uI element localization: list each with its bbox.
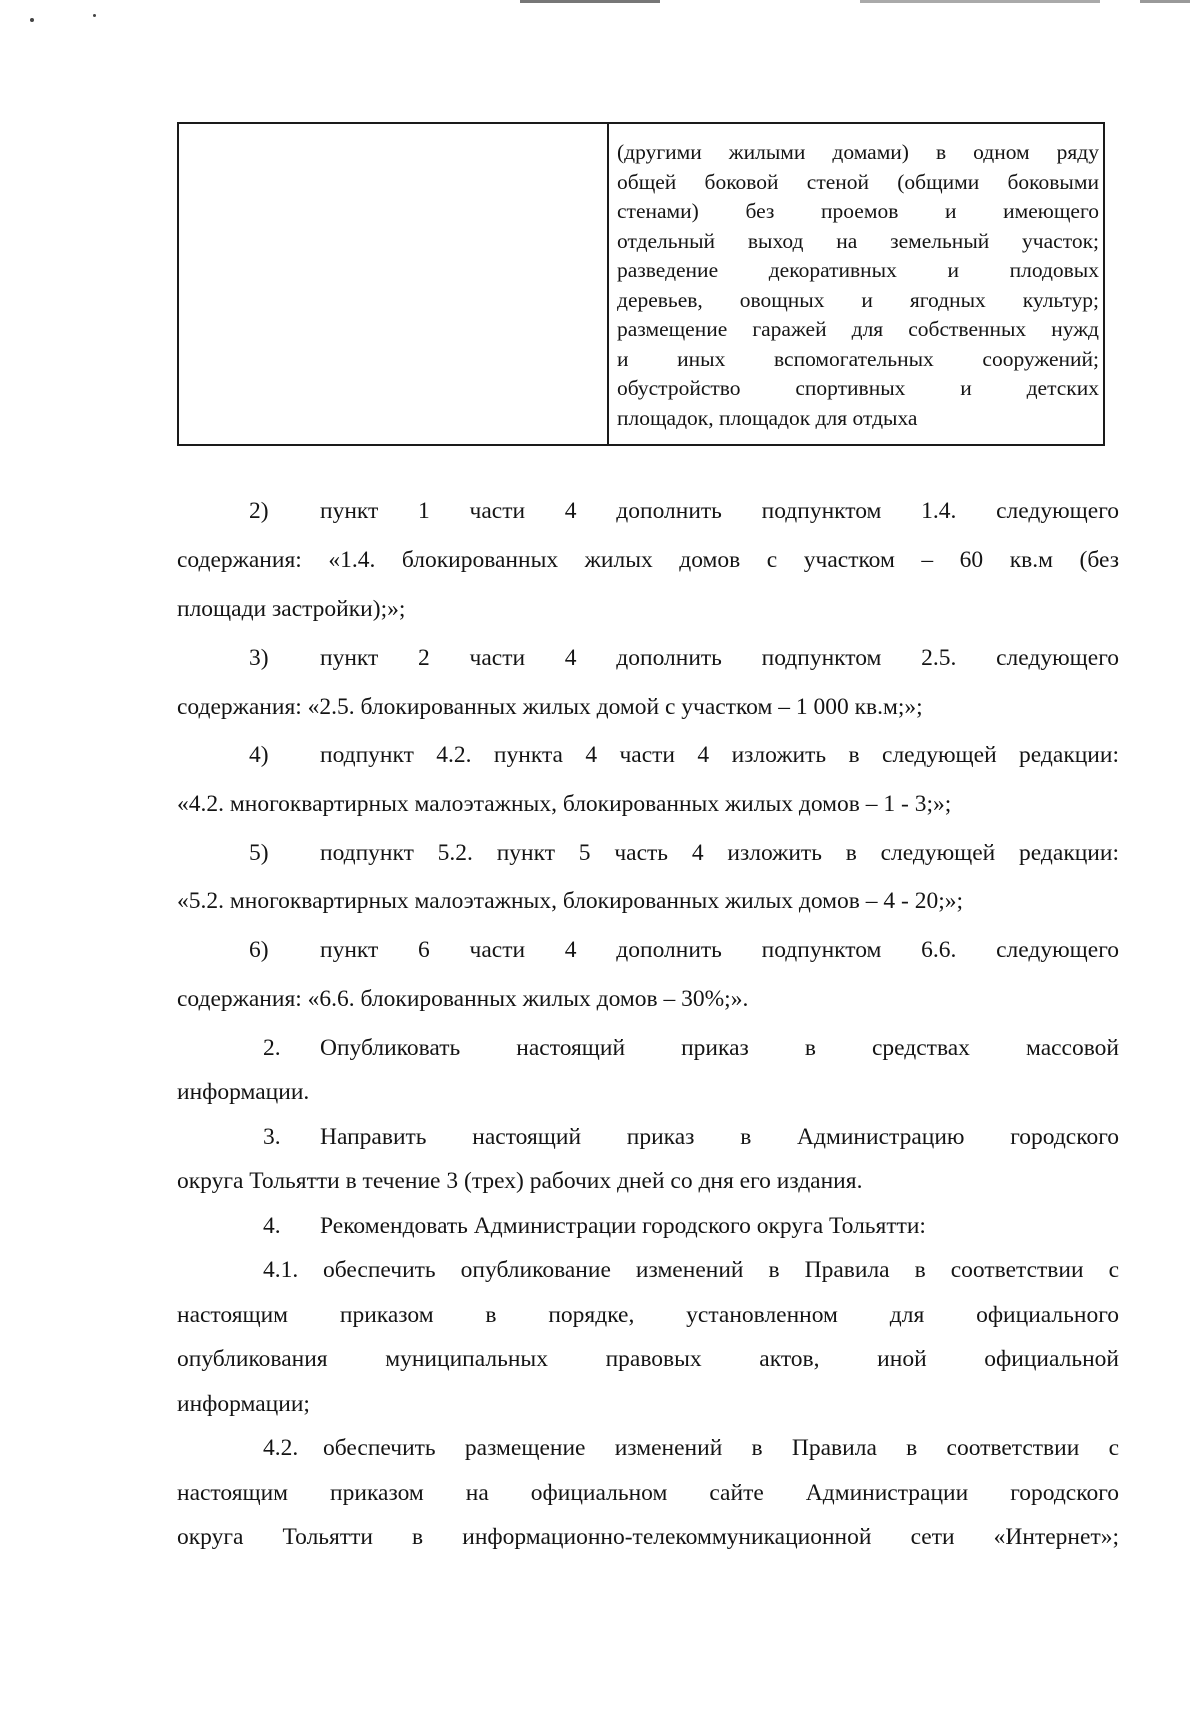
paragraph-6-line-2: содержания: «6.6. блокированных жилых домов – 30%;».: [177, 986, 749, 1012]
item-number: 4.: [263, 1213, 281, 1239]
table-cell-line: размещение гаражей для собственных нужд: [617, 317, 1099, 341]
table-cell-line: и иных вспомогательных сооружений;: [617, 346, 1099, 371]
item-number: 4.2.: [263, 1435, 299, 1461]
scan-speck: [30, 18, 34, 22]
table-cell-line: обустройство спортивных и детских: [617, 376, 1099, 400]
paragraph-number: 6): [249, 937, 269, 963]
item-number: 2.: [263, 1035, 281, 1061]
item-text: Опубликовать настоящий приказ в средствах массовой: [320, 1035, 1119, 1061]
paragraph-text: пункт 6 части 4 дополнить подпунктом 6.6. следующего: [320, 937, 1119, 963]
table-cell-left: [179, 124, 609, 444]
paragraph-5-line-2: «5.2. многоквартирных малоэтажных, блокированных жилых домов – 4 - 20;»;: [177, 888, 964, 914]
item-2-line-2: информации.: [177, 1079, 310, 1105]
item-4-1-line-3: опубликования муниципальных правовых актов, иной официальной: [177, 1346, 1119, 1372]
table-cell-line: разведение декоративных и плодовых: [617, 258, 1099, 282]
table-cell-line: общей боковой стеной (общими боковыми: [617, 169, 1099, 194]
paragraph-2-line-3: площади застройки);»;: [177, 596, 406, 622]
table-cell-line: стенами) без проемов и имеющего: [617, 199, 1099, 223]
item-4-2-line-2: настоящим приказом на официальном сайте Администрации городского: [177, 1480, 1119, 1506]
table-cell-line: деревьев, овощных и ягодных культур;: [617, 287, 1099, 312]
paragraph-number: 3): [249, 645, 269, 671]
table-cell-right: [609, 124, 1103, 444]
paragraph-text: пункт 1 части 4 дополнить подпунктом 1.4. следующего: [320, 498, 1119, 524]
item-4-1-line-2: настоящим приказом в порядке, установленном для официального: [177, 1302, 1119, 1328]
table-cell-line: отдельный выход на земельный участок;: [617, 228, 1099, 253]
table-cell-line: (другими жилыми домами) в одном ряду: [617, 140, 1099, 164]
item-text: Рекомендовать Администрации городского округа Тольятти:: [320, 1213, 926, 1239]
item-text: обеспечить размещение изменений в Правила в соответствии с: [323, 1435, 1119, 1461]
item-3-line-2: округа Тольятти в течение 3 (трех) рабочих дней со дня его издания.: [177, 1168, 863, 1194]
paragraph-3-line-2: содержания: «2.5. блокированных жилых домой с участком – 1 000 кв.м;»;: [177, 694, 923, 720]
item-text: обеспечить опубликование изменений в Правила в соответствии с: [323, 1257, 1119, 1283]
scan-edge-mark: [1140, 0, 1190, 3]
paragraph-number: 5): [249, 840, 269, 866]
table-cell-line: площадок, площадок для отдыха: [617, 405, 918, 430]
scan-speck: [93, 14, 96, 17]
paragraph-number: 4): [249, 742, 269, 768]
paragraph-number: 2): [249, 498, 269, 524]
land-use-table: [177, 122, 1105, 446]
item-number: 3.: [263, 1124, 281, 1150]
paragraph-2-line-2: содержания: «1.4. блокированных жилых домов с участком – 60 кв.м (без: [177, 547, 1119, 573]
scan-edge-mark: [860, 0, 1100, 3]
scan-edge-mark: [520, 0, 660, 3]
paragraph-text: пункт 2 части 4 дополнить подпунктом 2.5. следующего: [320, 645, 1119, 671]
paragraph-4-line-2: «4.2. многоквартирных малоэтажных, блокированных жилых домов – 1 - 3;»;: [177, 791, 952, 817]
item-4-1-line-4: информации;: [177, 1391, 310, 1417]
paragraph-text: подпункт 4.2. пункта 4 части 4 изложить в следующей редакции:: [320, 742, 1119, 768]
item-4-2-line-3: округа Тольятти в информационно-телекоммуникационной сети «Интернет»;: [177, 1524, 1119, 1550]
item-text: Направить настоящий приказ в Администрацию городского: [320, 1124, 1119, 1150]
item-number: 4.1.: [263, 1257, 299, 1283]
paragraph-text: подпункт 5.2. пункт 5 часть 4 изложить в следующей редакции:: [320, 840, 1119, 866]
scan-artifacts: [0, 0, 1200, 30]
